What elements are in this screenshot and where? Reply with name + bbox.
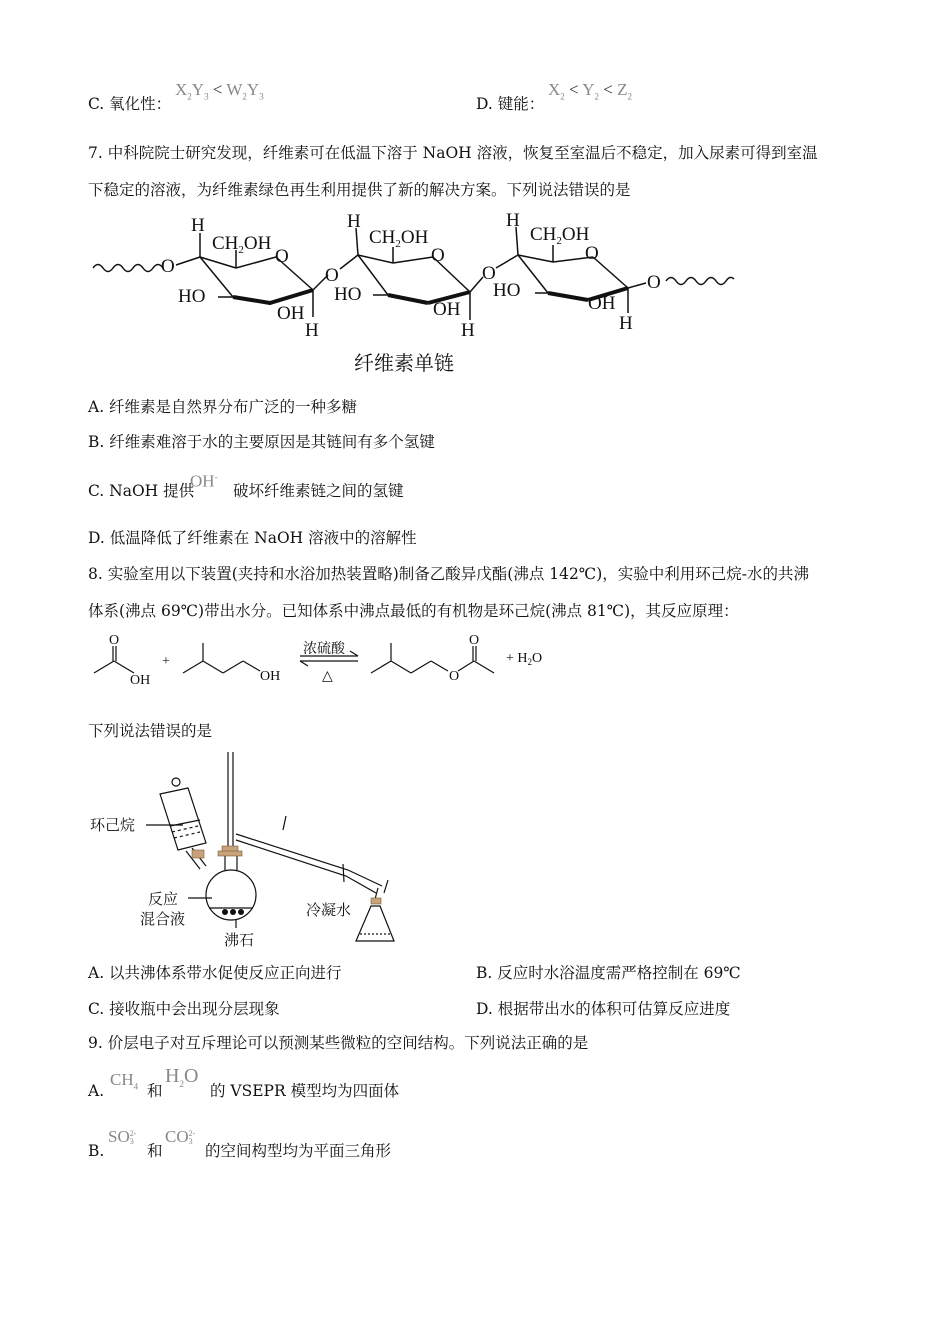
q7-option-c-post: 破坏纤维素链之间的氢键 <box>233 482 404 500</box>
label-boiling-chips: 沸石 <box>224 933 255 949</box>
q7-stem-line1: 7. 中科院院士研究发现，纤维素可在低温下溶于 NaOH 溶液，恢复至室温后不稳定，加入尿素可得到室温 <box>88 144 818 162</box>
q8-stem-line2: 体系(沸点 69℃)带出水分。已知体系中沸点最低的有机物是环己烷(沸点 81℃)，其反应原理： <box>88 602 739 620</box>
svg-text:O: O <box>109 633 120 648</box>
svg-text:H: H <box>191 215 205 236</box>
q9-option-a-formula1: $CH_4$ <box>110 1070 139 1092</box>
svg-text:OH: OH <box>277 303 305 324</box>
svg-text:CH2OH: $CH_2OH$ <box>369 227 429 250</box>
svg-text:OH: OH <box>433 299 461 320</box>
q7-option-c: C. NaOH 提供 <box>88 482 195 500</box>
svg-text:浓硫酸: 浓硫酸 <box>303 642 345 657</box>
svg-text:O: O <box>431 245 445 266</box>
q7-option-b: B. 纤维素难溶于水的主要原因是其链间有多个氢键 <box>88 433 435 451</box>
q8-stem-line3: 下列说法错误的是 <box>88 722 213 740</box>
svg-text:+ H2O: + $H_2O$ <box>506 651 543 667</box>
q6-option-d-prefix: D. 键能： <box>476 95 545 113</box>
svg-text:CH2OH: $CH_2OH$ <box>530 224 590 247</box>
q9-option-b-text: 的空间构型均为平面三角形 <box>205 1142 392 1160</box>
q9-option-b-label: B. <box>88 1142 105 1160</box>
svg-text:H: H <box>461 320 475 341</box>
svg-text:OH: OH <box>130 673 151 688</box>
q8-option-c: C. 接收瓶中会出现分层现象 <box>88 1000 280 1018</box>
q6-option-d-formula: $X_2 < Y_2 < Z_2$ <box>548 80 633 102</box>
q9-option-a-label: A. <box>88 1082 105 1100</box>
svg-text:H: H <box>506 210 520 231</box>
svg-text:CH2OH: $CH_2OH$ <box>212 233 272 256</box>
svg-text:△: △ <box>322 669 333 684</box>
q6-option-c-formula: $X_2Y_3 < W_2Y_3$ <box>175 80 264 102</box>
label-cyclohexane: 环己烷 <box>90 818 136 834</box>
svg-text:O: O <box>449 669 460 684</box>
q7-stem-line2: 下稳定的溶液，为纤维素绿色再生利用提供了新的解决方案。下列说法错误的是 <box>88 181 631 199</box>
distillation-apparatus <box>88 748 398 953</box>
label-reaction-mix-1: 反应 <box>148 892 179 908</box>
svg-text:H: H <box>619 313 633 334</box>
svg-text:OH: OH <box>588 293 616 314</box>
svg-text:O: O <box>275 246 289 267</box>
cellulose-caption: 纤维素单链 <box>354 353 454 375</box>
svg-text:HO: HO <box>334 284 362 305</box>
svg-text:H: H <box>347 211 361 232</box>
label-reaction-mix-2: 混合液 <box>140 912 186 928</box>
svg-text:H: H <box>305 320 319 341</box>
q8-option-b: B. 反应时水浴温度需严格控制在 69℃ <box>476 964 741 982</box>
svg-text:HO: HO <box>493 280 521 301</box>
q8-option-d: D. 根据带出水的体积可估算反应进度 <box>476 1000 731 1018</box>
svg-text:+: + <box>162 654 170 669</box>
q6-option-c <box>88 94 171 114</box>
link-o-left: O <box>161 256 175 277</box>
q7-option-a: A. 纤维素是自然界分布广泛的一种多糖 <box>88 398 358 416</box>
svg-text:O: O <box>585 243 599 264</box>
svg-text:O: O <box>647 272 661 293</box>
svg-text:O: O <box>325 265 339 286</box>
cellulose-structure-figure <box>88 205 748 380</box>
q9-option-a-and: 和 <box>147 1082 163 1100</box>
svg-text:O: O <box>469 633 480 648</box>
q8-stem-line1: 8. 实验室用以下装置(夹持和水浴加热装置略)制备乙酸异戊酯(沸点 142℃)，实验中利用环己烷-水的共沸 <box>88 565 809 583</box>
svg-text:OH: OH <box>260 669 281 684</box>
esterification-reaction <box>88 628 568 690</box>
q6-option-d <box>476 94 544 114</box>
svg-text:O: O <box>482 263 496 284</box>
q7-option-c-ion: OH- <box>190 471 218 491</box>
q9-option-b-and: 和 <box>147 1142 163 1160</box>
q7-option-d: D. 低温降低了纤维素在 NaOH 溶液中的溶解性 <box>88 529 417 547</box>
q9-stem: 9. 价层电子对互斥理论可以预测某些微粒的空间结构。下列说法正确的是 <box>88 1034 589 1052</box>
label-cooling-water: 冷凝水 <box>306 903 352 919</box>
q9-option-a-formula2: $H_2O$ <box>165 1065 199 1089</box>
q9-option-a-text: 的 VSEPR 模型均为四面体 <box>210 1082 400 1100</box>
q9-option-b-formula2: CO 2- 3 <box>165 1127 196 1147</box>
svg-text:HO: HO <box>178 286 206 307</box>
q9-option-b-formula1: SO 2- 3 <box>108 1127 137 1147</box>
q8-option-a: A. 以共沸体系带水促使反应正向进行 <box>88 964 342 982</box>
q6-option-c-prefix: C. 氧化性： <box>88 95 172 113</box>
